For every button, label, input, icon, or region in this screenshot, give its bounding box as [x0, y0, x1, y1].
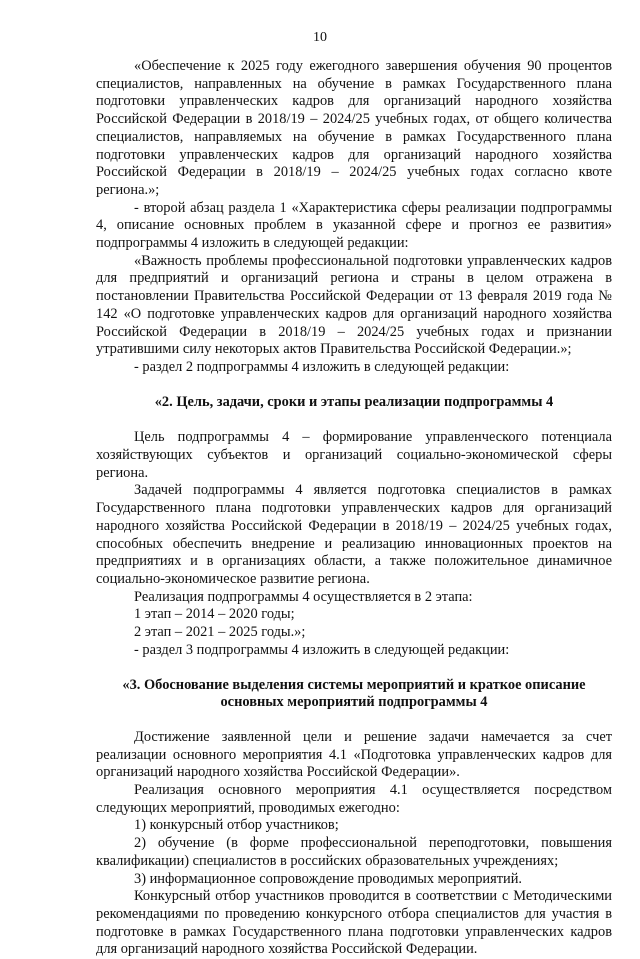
- list-item-2: 2) обучение (в форме профессиональной переподготовки, повышения квалификации) специалистов в российских образовательных учреждениях;: [96, 835, 612, 869]
- list-item-3: 3) информационное сопровождение проводимых мероприятий.: [134, 870, 523, 887]
- paragraph-amend-section3: - раздел 3 подпрограммы 4 изложить в следующей редакции:: [134, 641, 510, 658]
- page-number: 10: [313, 30, 327, 45]
- paragraph-amend-section1: - второй абзац раздела 1 «Характеристика сферы реализации подпрограммы 4, описание основных проблем в указанной сфере и прогноз ее развития» подпрограммы 4 изложить в следующей редакции:: [96, 199, 612, 252]
- paragraph-stages: Реализация подпрограммы 4 осуществляется в 2 этапа:: [134, 588, 473, 605]
- section-3-heading: «3. Обоснование выделения системы мероприятий и краткое описание основных мероприятий подпрограммы 4: [122, 676, 586, 711]
- paragraph-importance: «Важность проблемы профессиональной подготовки управленческих кадров для предприятий и организаций региона и страны в целом отражена в постановлении Правительства Российской Федерации от 13 февраля 2019 года № 142 «О подготовке управленческих кадров для организаций народного хозяйства Российской Федерации в 2018/19 – 2024/25 учебных годах и признании утратившими силу некоторых актов Правительства Российской Федерации.»;: [96, 252, 612, 358]
- stage-1: 1 этап – 2014 – 2020 годы;: [134, 606, 295, 623]
- document-body: [96, 58, 612, 959]
- section-2-heading: «2. Цель, задачи, сроки и этапы реализации подпрограммы 4: [154, 393, 554, 410]
- paragraph-achievement: Достижение заявленной цели и решение задачи намечается за счет реализации основного мероприятия 4.1 «Подготовка управленческих кадров для организаций народного хозяйства Российской Федерации».: [96, 728, 612, 781]
- paragraph-implementation: Реализация основного мероприятия 4.1 осуществляется посредством следующих мероприятий, проводимых ежегодно:: [96, 782, 612, 816]
- paragraph-task: Задачей подпрограммы 4 является подготовка специалистов в рамках Государственного плана подготовки управленческих кадров для организаций народного хозяйства Российской Федерации в 2018/19 – 2024/25 учебных годах, способных обеспечить внедрение и реализацию инновационных проектов на предприятиях и в организациях области, а также положительное динамичное социально-экономическое развитие региона.: [96, 482, 612, 587]
- paragraph-quota: «Обеспечение к 2025 году ежегодного завершения обучения 90 процентов специалистов, направленных на обучение в рамках Государственного плана подготовки управленческих кадров для организаций народного хозяйства Российской Федерации в 2018/19 – 2024/25 учебных годах, от общего количества специалистов, направляемых на обучение в рамках Государственного плана подготовки управленческих кадров для организаций народного хозяйства Российской Федерации в 2018/19 – 2024/25 учебных годах согласно квоте региона.»;: [96, 58, 612, 198]
- paragraph-goal: Цель подпрограммы 4 – формирование управленческого потенциала хозяйствующих субъектов и организаций социально-экономической сферы региона.: [96, 429, 612, 481]
- paragraph-selection: Конкурсный отбор участников проводится в соответствии с Методическими рекомендациями по проведению конкурсного отбора специалистов для участия в подготовке в рамках Государственного плана подготовки управленческих кадров для организаций народного хозяйства Российской Федерации.: [96, 888, 612, 958]
- stage-2: 2 этап – 2021 – 2025 годы.»;: [134, 624, 306, 641]
- list-item-1: 1) конкурсный отбор участников;: [134, 817, 339, 834]
- paragraph-amend-section2: - раздел 2 подпрограммы 4 изложить в следующей редакции:: [134, 358, 510, 375]
